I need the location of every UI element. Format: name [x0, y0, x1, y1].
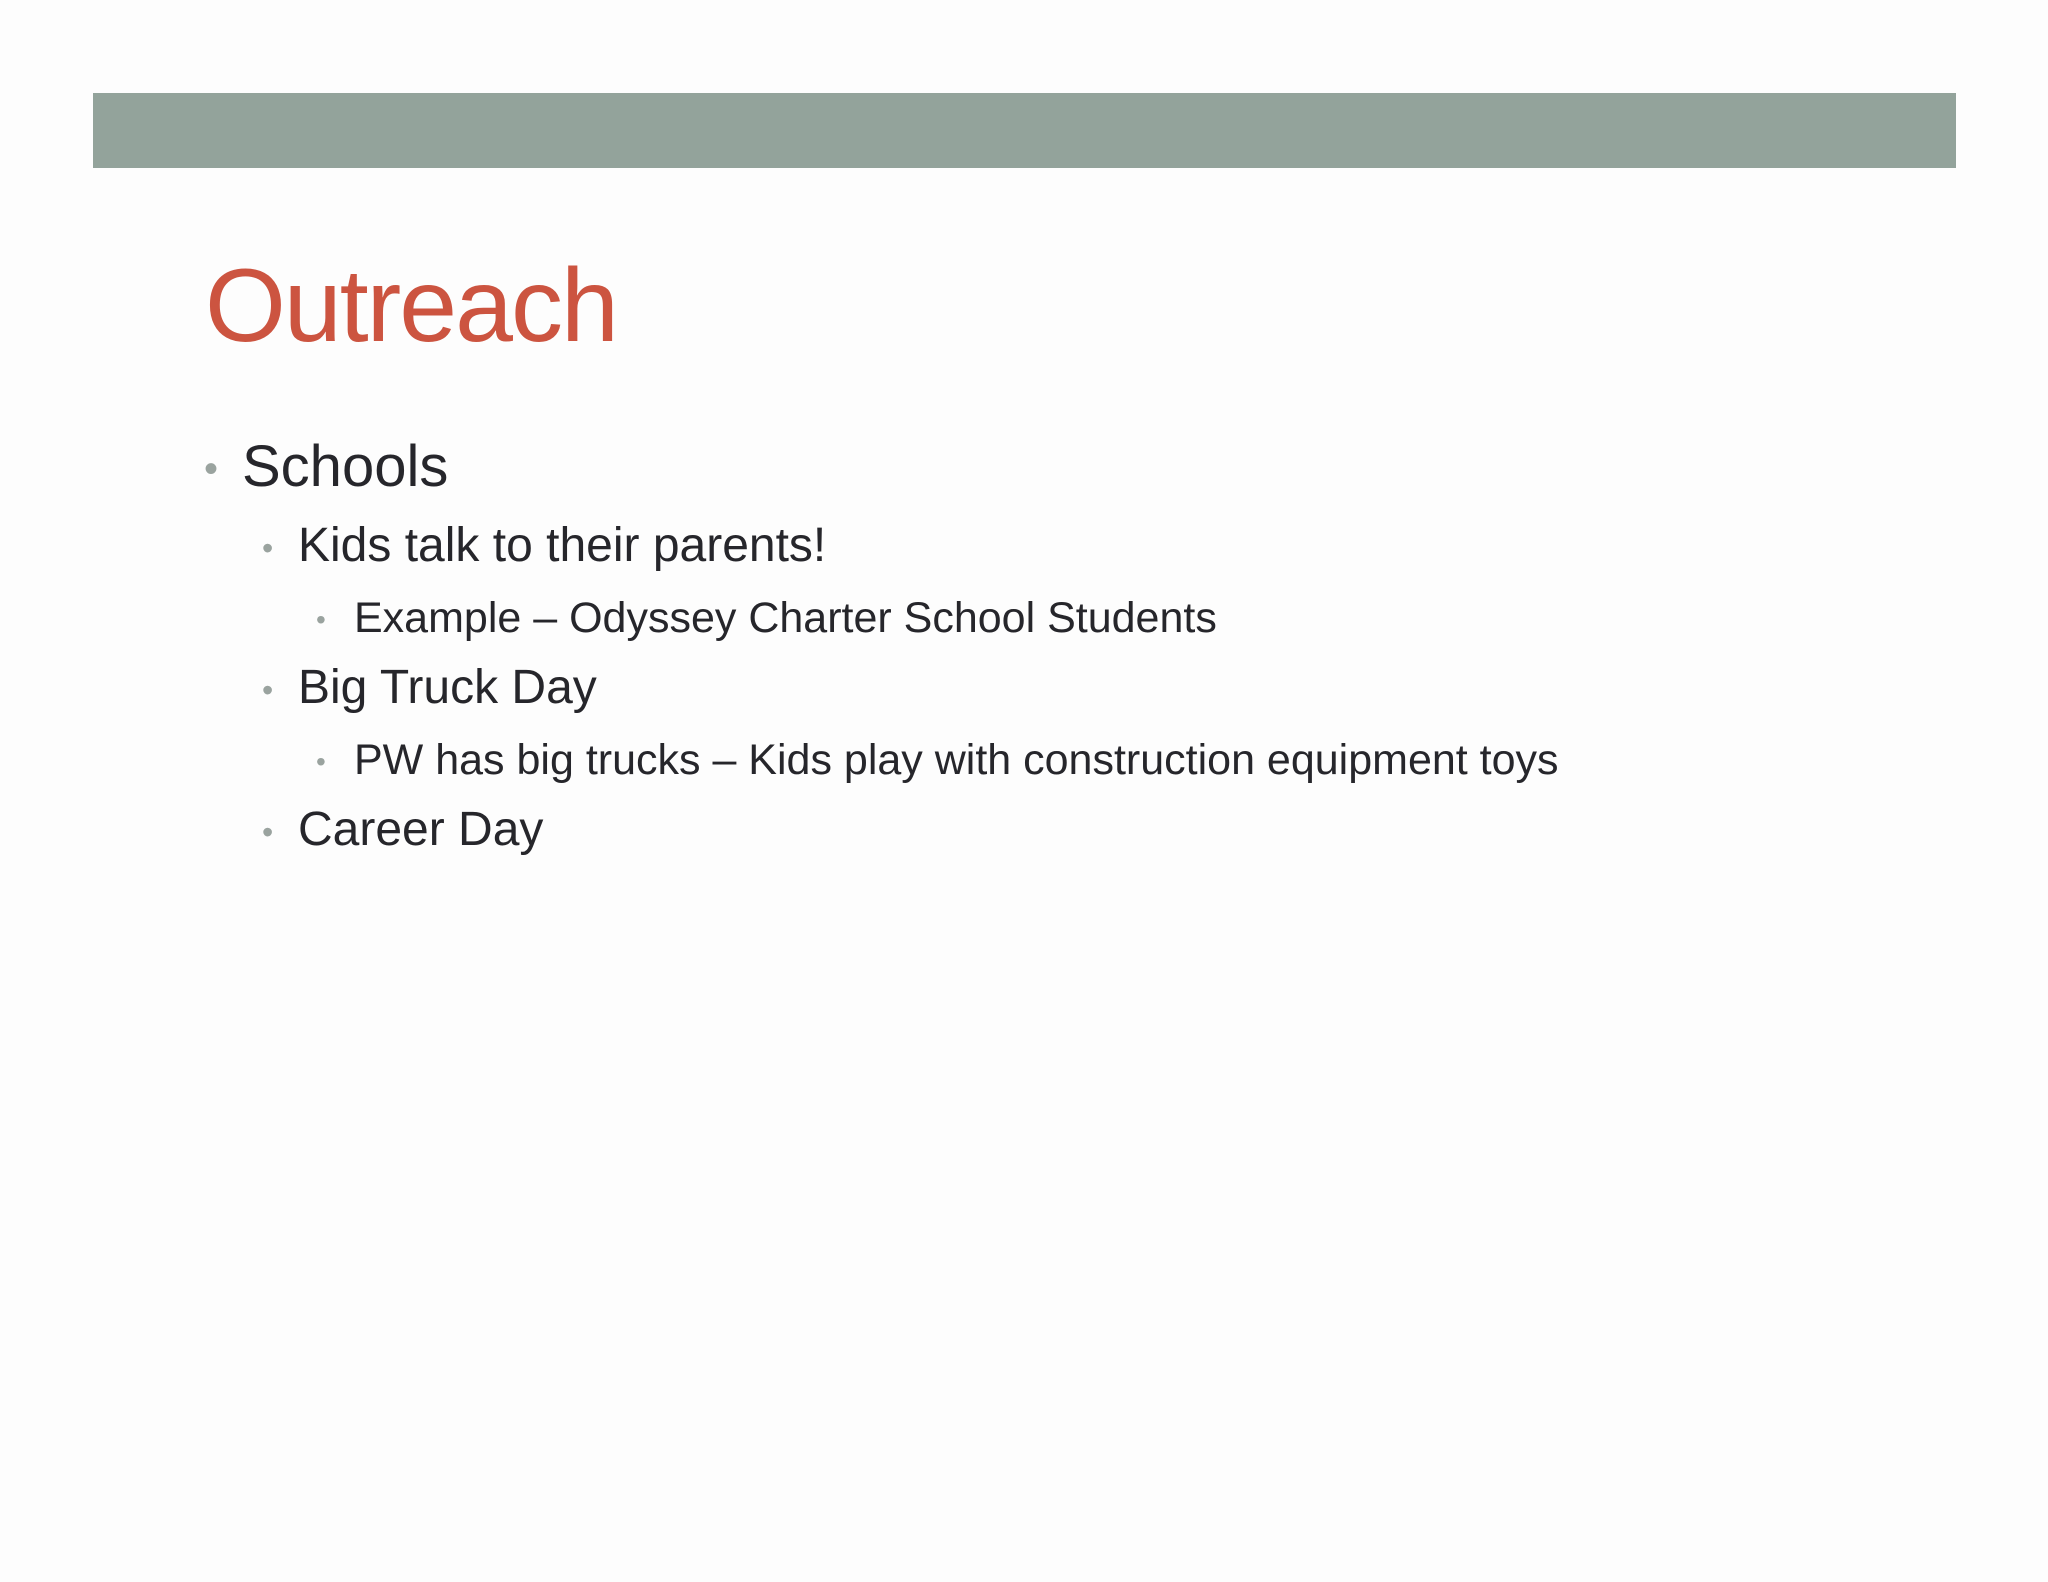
- bullet-marker-icon: •: [262, 530, 274, 566]
- bullet-item-example: [316, 592, 1217, 644]
- bullet-text: Schools: [242, 434, 449, 499]
- bullet-marker-icon: •: [262, 814, 274, 850]
- bullet-item-big-truck-day: [262, 659, 597, 717]
- bullet-text: Kids talk to their parents!: [298, 519, 827, 572]
- bullet-item-career-day: [262, 801, 544, 859]
- bullet-item-pw-trucks: [316, 734, 1559, 786]
- bullet-item-schools: [204, 432, 449, 502]
- bullet-marker-icon: •: [262, 672, 274, 708]
- bullet-marker-icon: •: [316, 604, 326, 635]
- bullet-item-kids-talk: [262, 517, 827, 575]
- bullet-marker-icon: •: [204, 447, 219, 491]
- slide-title: Outreach: [205, 248, 617, 364]
- bullet-text: Career Day: [298, 803, 544, 856]
- bullet-marker-icon: •: [316, 746, 326, 777]
- bullet-text: Big Truck Day: [298, 661, 597, 714]
- bullet-text: Example – Odyssey Charter School Students: [354, 594, 1217, 642]
- bullet-text: PW has big trucks – Kids play with construction equipment toys: [354, 736, 1559, 784]
